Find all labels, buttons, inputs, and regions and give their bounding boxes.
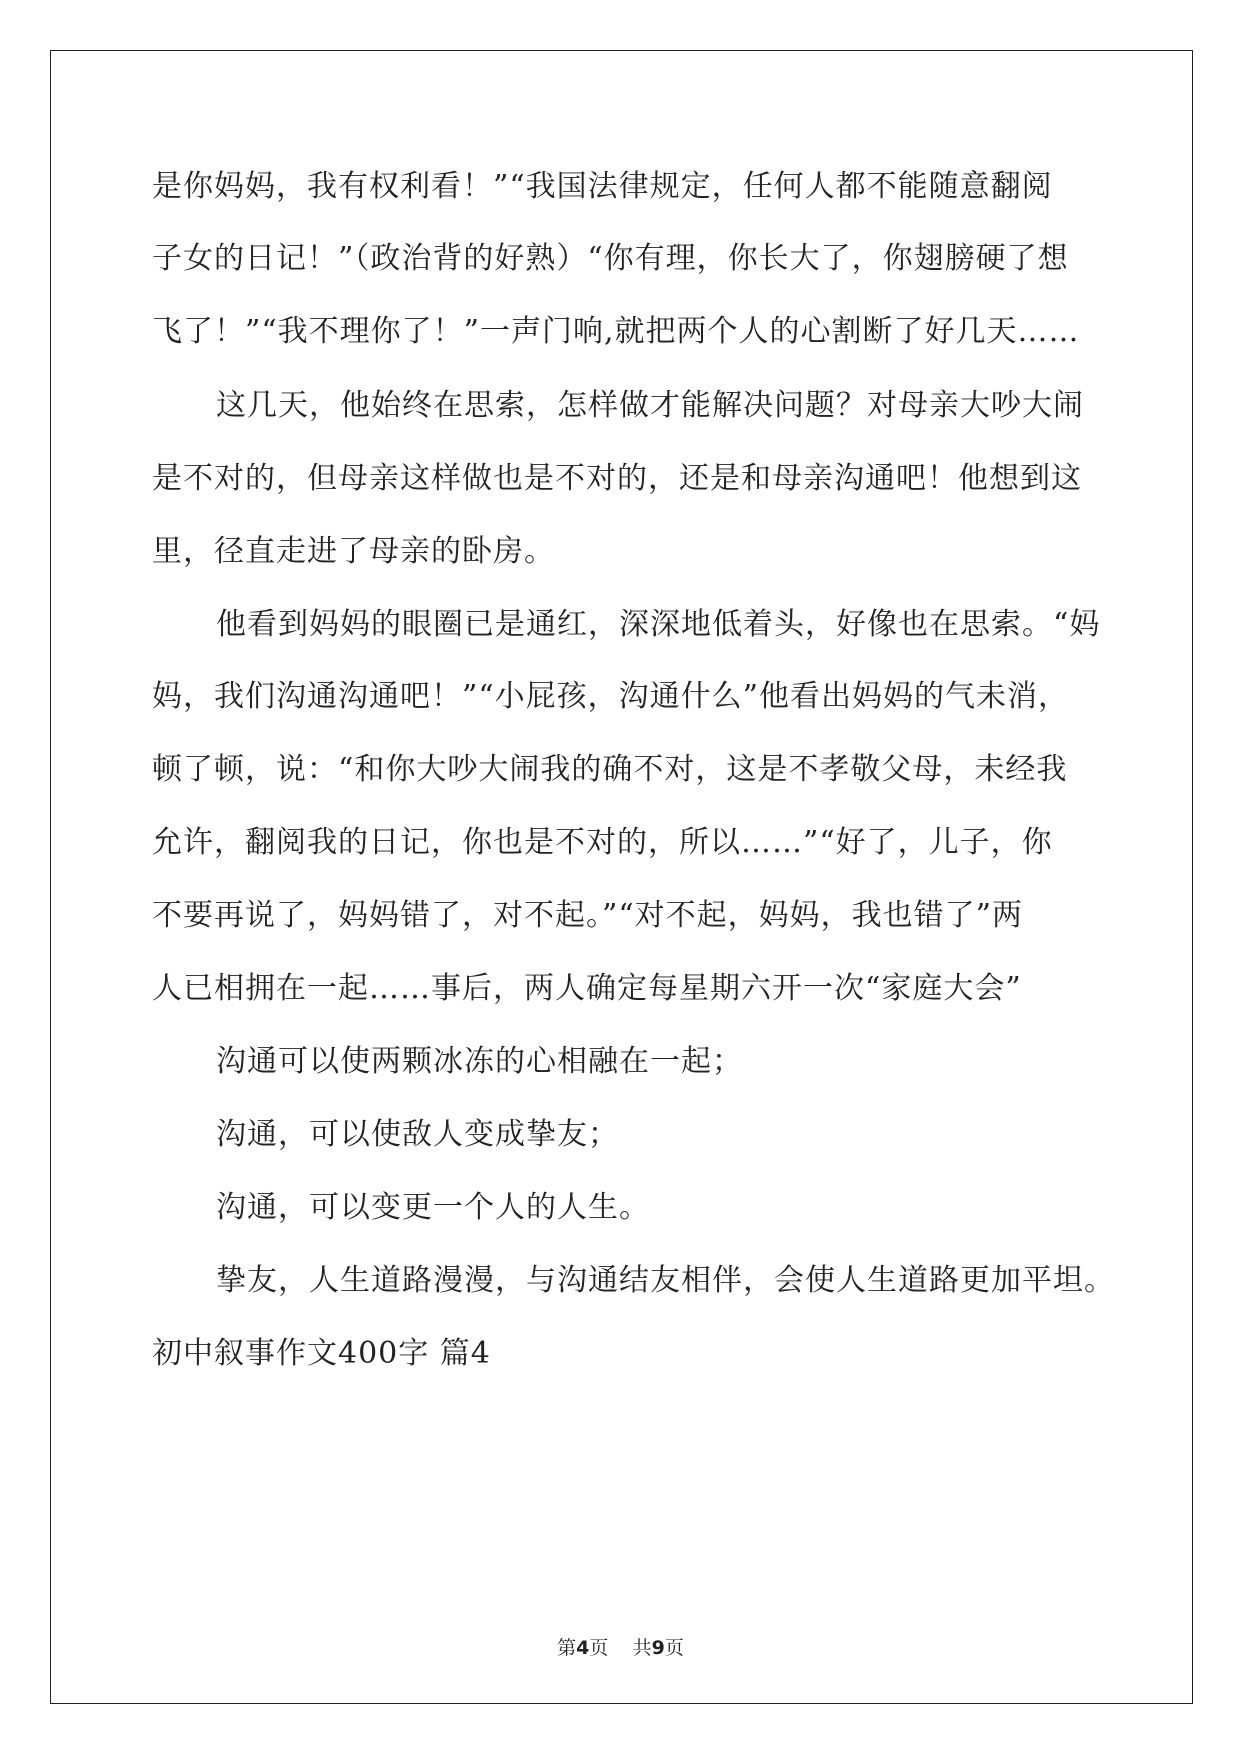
text-line: 子女的日记！”（政治背的好熟）“你有理，你长大了，你翅膀硬了想 [152, 241, 1069, 276]
text-line: 里，径直走进了母亲的卧房。 [152, 534, 555, 569]
text-line: 这几天，他始终在思索，怎样做才能解决问题？对母亲大吵大闹 [216, 388, 1084, 423]
page-border [50, 50, 1193, 1704]
text-line: 沟通，可以使敌人变成挚友； [216, 1117, 619, 1152]
text-line: 沟通，可以变更一个人的人生。 [216, 1190, 650, 1225]
footer-prefix: 第 [557, 1637, 577, 1659]
text-line: 是不对的，但母亲这样做也是不对的，还是和母亲沟通吧！他想到这 [152, 461, 1082, 496]
footer-suffix: 页 [664, 1637, 684, 1659]
text-line: 允许，翻阅我的日记，你也是不对的，所以……”“好了，儿子，你 [152, 825, 1053, 860]
text-line: 不要再说了，妈妈错了，对不起。”“对不起，妈妈，我也错了”两 [152, 898, 1024, 933]
text-line: 沟通可以使两颗冰冻的心相融在一起； [216, 1044, 743, 1079]
text-line: 是你妈妈，我有权利看！”“我国法律规定，任何人都不能随意翻阅 [152, 169, 1053, 204]
text-line: 妈，我们沟通沟通吧！”“小屁孩，沟通什么”他看出妈妈的气未消， [152, 679, 1070, 714]
page-footer [0, 1633, 1241, 1660]
text-line: 飞了！”“我不理你了！”一声门响,就把两个人的心割断了好几天…… [152, 314, 1080, 349]
section-heading: 初中叙事作文400字 篇4 [152, 1336, 491, 1371]
text-line: 人已相拥在一起……事后，两人确定每星期六开一次“家庭大会” [152, 971, 1022, 1006]
footer-middle: 页 共 [589, 1637, 652, 1659]
text-line: 挚友，人生道路漫漫，与沟通结友相伴，会使人生道路更加平坦。 [216, 1263, 1115, 1298]
text-line: 他看到妈妈的眼圈已是通红，深深地低着头，好像也在思索。“妈 [216, 607, 1101, 642]
text-line: 顿了顿，说：“和你大吵大闹我的确不对，这是不孝敬父母，未经我 [152, 752, 1068, 787]
total-page-count: 9 [651, 1637, 665, 1659]
current-page-number: 4 [576, 1637, 590, 1659]
